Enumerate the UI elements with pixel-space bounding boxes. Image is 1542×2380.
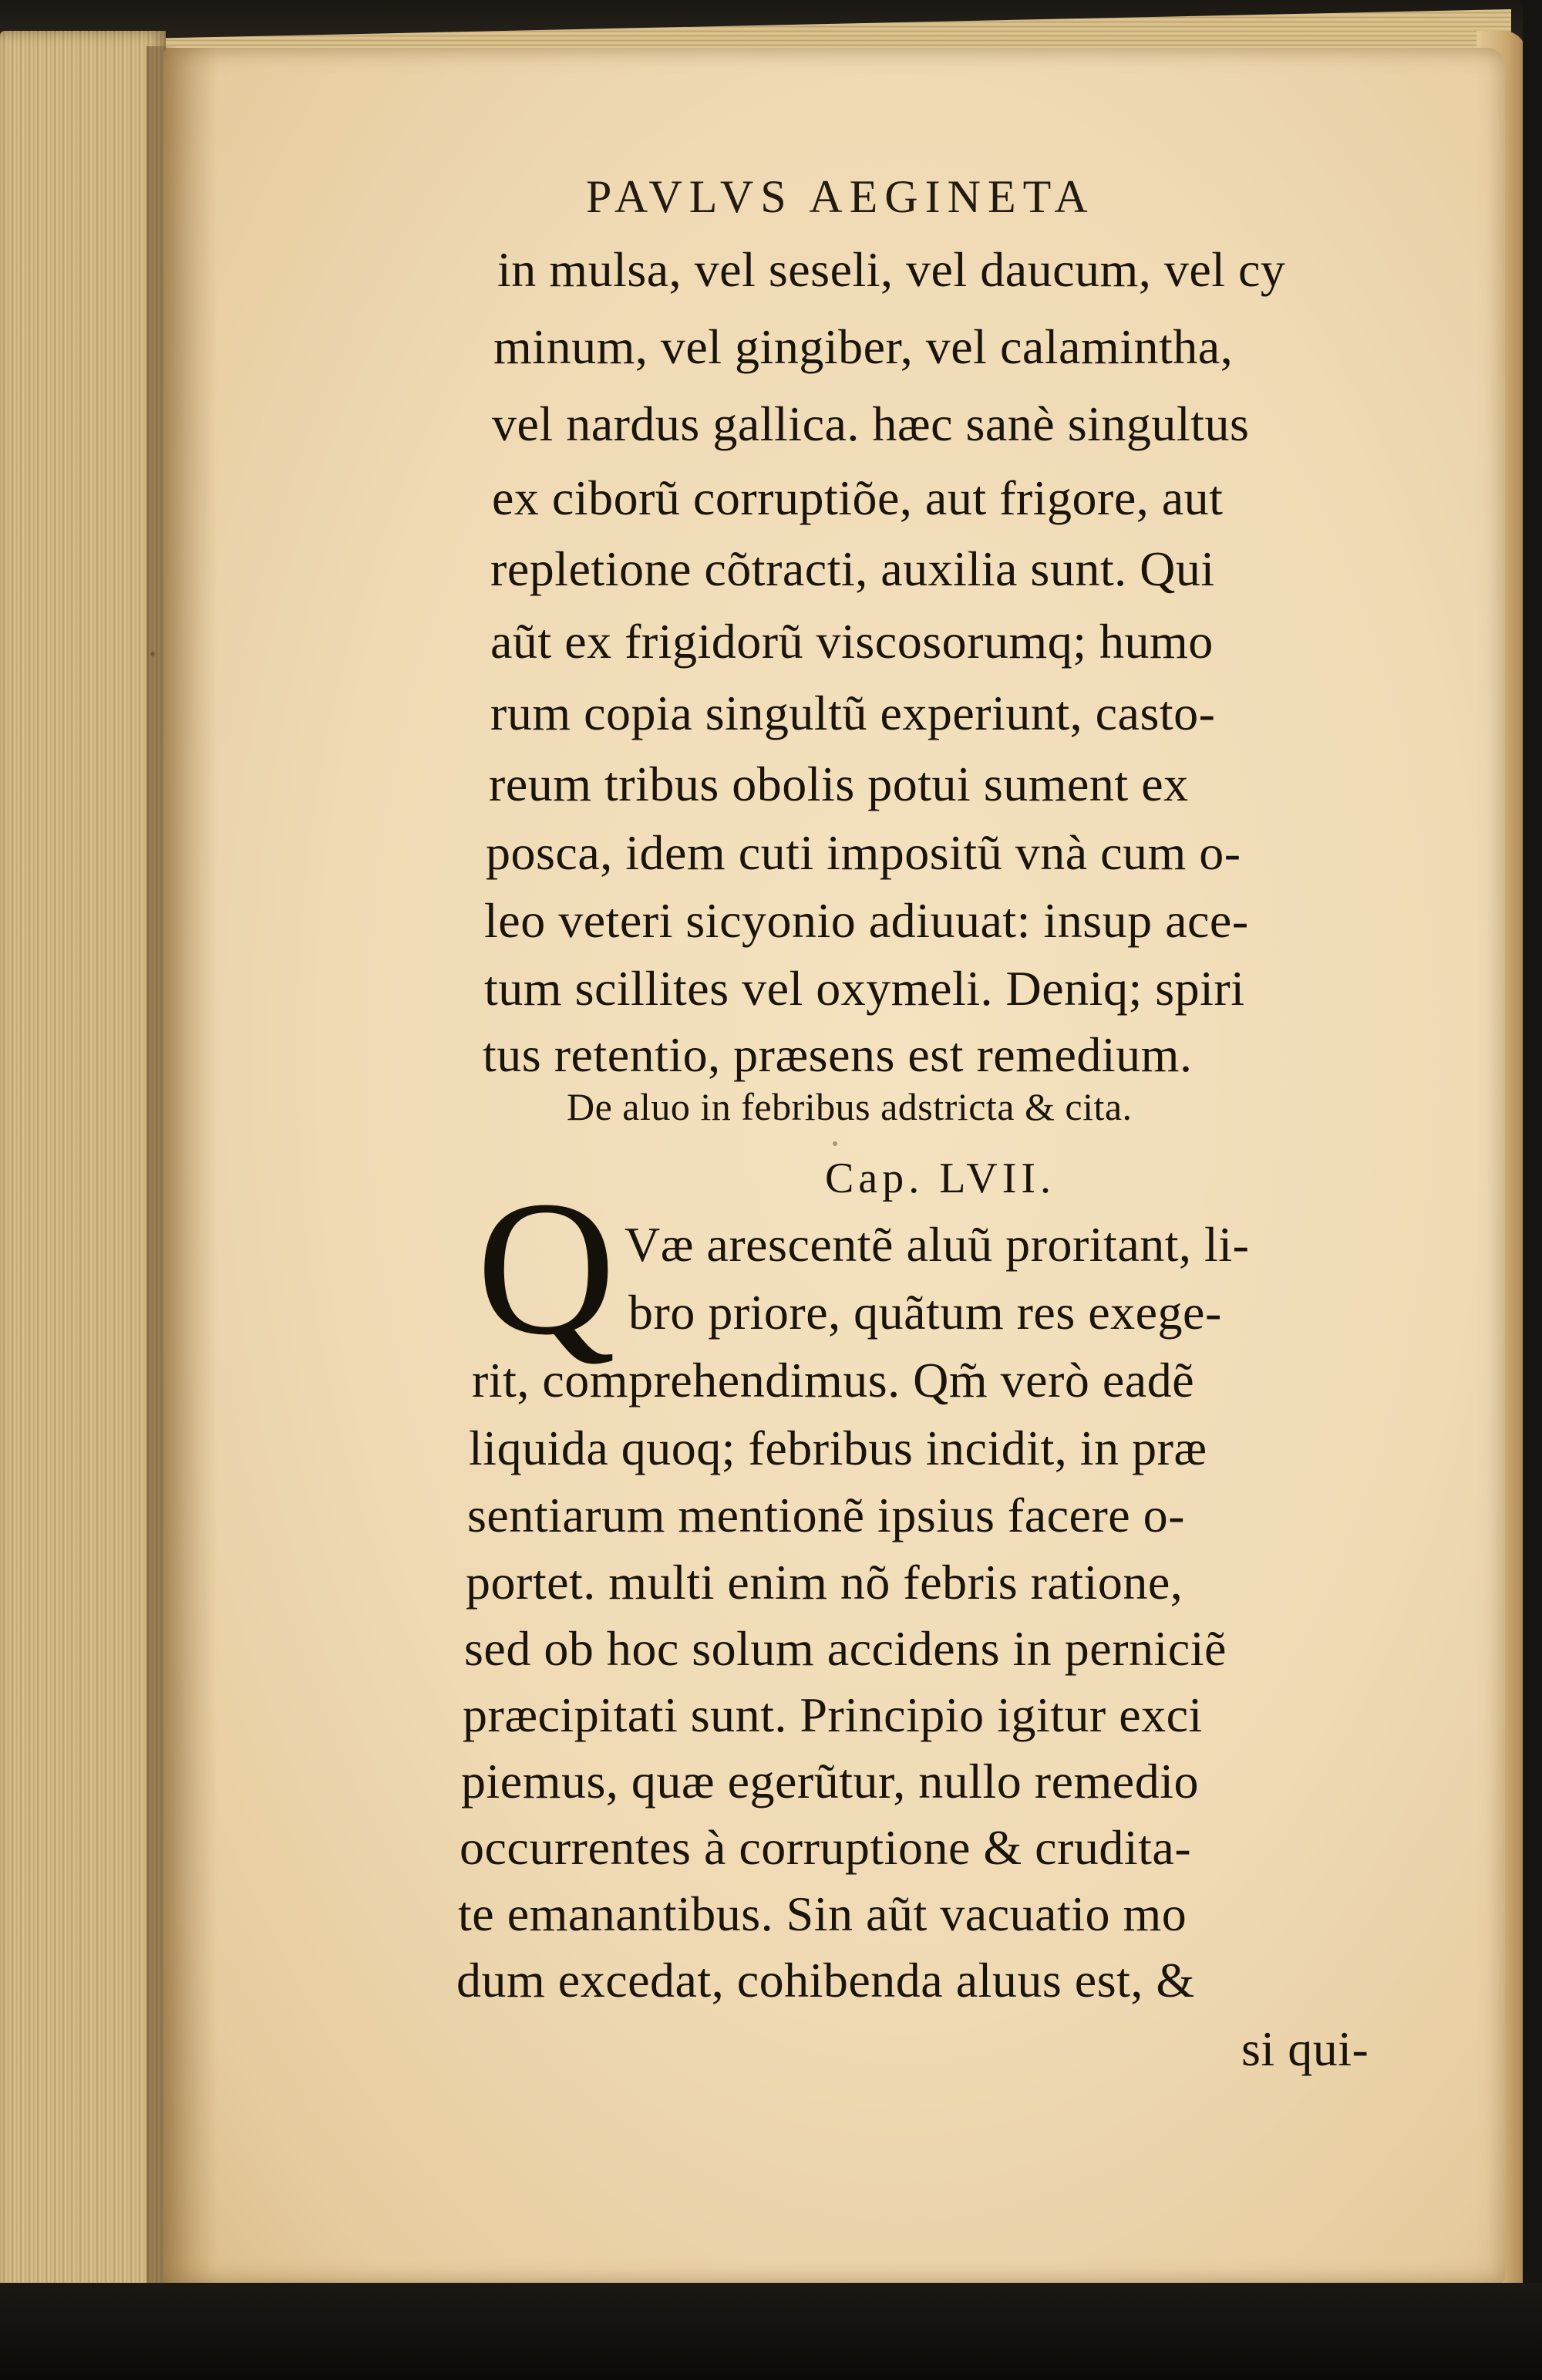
- text-line: in mulsa, vel seseli, vel daucum, vel cy: [497, 242, 1286, 297]
- text-line: leo veteri sicyonio adiuuat: insup ace-: [484, 893, 1249, 948]
- text-line: bro priore, quãtum res exege-: [628, 1285, 1222, 1340]
- page-block-left-edge: [0, 31, 166, 2298]
- text-line: præcipitati sunt. Principio igitur exci: [463, 1687, 1203, 1742]
- text-line: aũt ex frigidorũ viscosorumq; humo: [490, 614, 1214, 669]
- text-line: vel nardus gallica. hæc sanè singultus: [492, 396, 1250, 451]
- text-line: tus retentio, præsens est remedium.: [483, 1027, 1193, 1082]
- text-line: te emanantibus. Sin aũt vacuatio mo: [458, 1886, 1187, 1941]
- chapter-title: De aluo in febribus adstricta & cita.: [567, 1085, 1133, 1128]
- wormhole-mark: [833, 1141, 837, 1146]
- text-line: repletione cõtracti, auxilia sunt. Qui: [490, 541, 1215, 596]
- wormhole-mark: [150, 652, 155, 656]
- text-line: ex ciborũ corruptiõe, aut frigore, aut: [492, 470, 1224, 525]
- text-line: occurrentes à corruptione & crudita-: [460, 1820, 1192, 1875]
- text-line: sed ob hoc solum accidens in perniciẽ: [464, 1621, 1227, 1676]
- drop-cap: Q: [476, 1161, 616, 1375]
- text-line: posca, idem cuti impositũ vnà cum o-: [486, 825, 1241, 880]
- text-line: portet. multi enim nõ febris ratione,: [466, 1555, 1183, 1610]
- chapter-number: Cap. LVII.: [825, 1155, 1056, 1202]
- text-line: minum, vel gingiber, vel calamintha,: [493, 319, 1234, 374]
- text-line: piemus, quæ egerũtur, nullo remedio: [461, 1754, 1199, 1809]
- text-line: reum tribus obolis potui sument ex: [489, 757, 1189, 811]
- text-line: tum scillites vel oxymeli. Deniq; spiri: [484, 961, 1245, 1016]
- text-line: dum excedat, cohibenda aluus est, &: [456, 1953, 1195, 2007]
- running-head: PAVLVS AEGINETA: [586, 171, 1095, 222]
- text-line: sentiarum mentionẽ ipsius facere o-: [467, 1488, 1185, 1542]
- binding-right-background: [1523, 0, 1542, 2380]
- text-line: liquida quoq; febribus incidit, in præ: [469, 1421, 1207, 1475]
- catchword: si qui-: [1241, 2021, 1369, 2076]
- text-line: rum copia singultũ experiunt, casto-: [490, 686, 1216, 740]
- text-line: Væ arescentẽ aluũ proritant, li-: [625, 1217, 1250, 1272]
- text-line: rit, comprehendimus. Qm̃ verò eadẽ: [472, 1353, 1195, 1407]
- gutter-shadow: [163, 48, 217, 2284]
- binding-bottom-background: [0, 2283, 1542, 2380]
